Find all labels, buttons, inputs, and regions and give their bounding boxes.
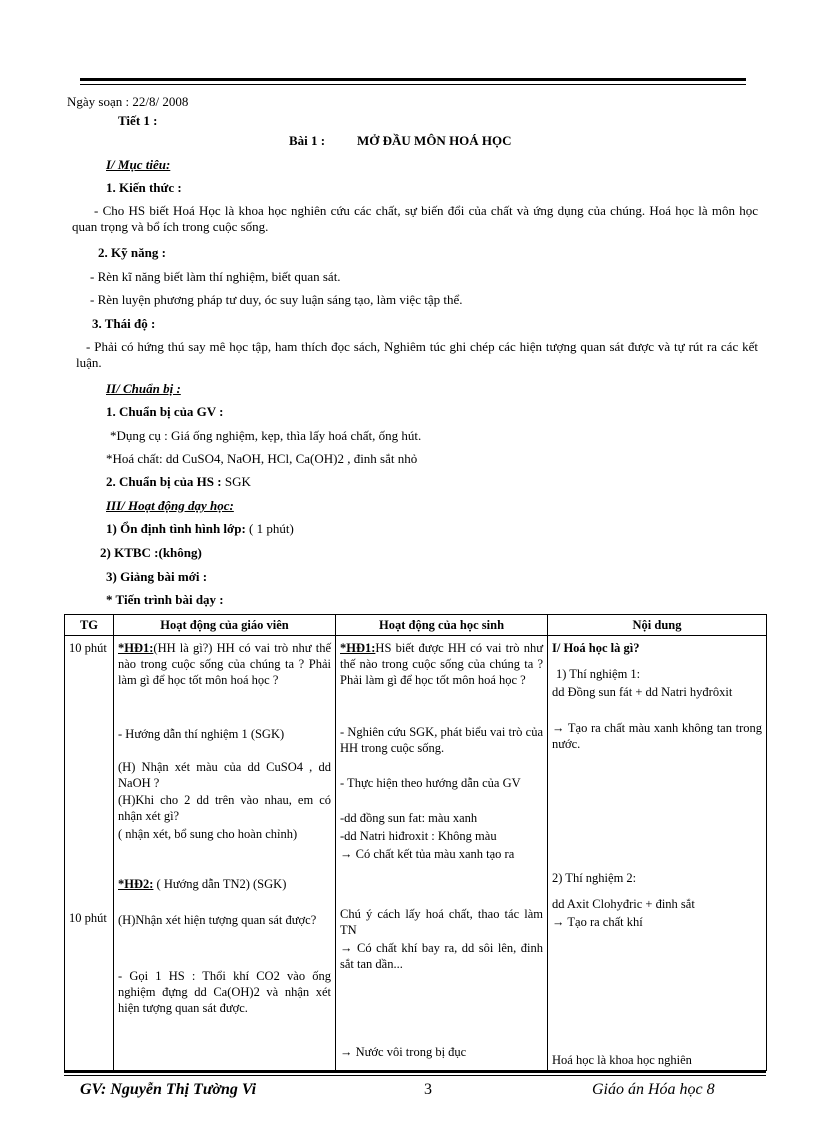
content-exp1: 1) Thí nghiệm 1: <box>556 667 641 681</box>
teacher-cell <box>114 636 336 1071</box>
student-hd1 <box>340 640 543 688</box>
student-hd1-text: HS biết được HH có vai trò như thế nào trong cuộc sống của chúng ta ? Phải làm gì để học tốt môn hoá học ? <box>340 641 543 687</box>
header-student: Hoạt động của học sinh <box>336 615 548 636</box>
knowledge-text: - Cho HS biết Hoá Học là khoa học nghiên cứu các chất, sự biến đổi của chất và ứng dụng của chúng. Hoá học là môn học quan trọng và bổ ích trong cuộc sống. <box>72 203 758 234</box>
student-s4: -dd Natri hiđroxit : Không màu <box>340 829 497 843</box>
student-s8: → Nước vôi trong bị đục <box>340 1045 467 1059</box>
teacher-t3: (H)Khi cho 2 dd trên vào nhau, em có nhận xét gì? <box>118 793 331 823</box>
attitude-text: - Phải có hứng thú say mê học tập, ham thích đọc sách, Nghiêm túc ghi chép các hiện tượng quan sát được và tự rút ra các kết luận. <box>76 339 758 370</box>
content-exp2-result: → Tạo ra chất khí <box>552 915 643 929</box>
skills-heading: 2. Kỹ năng : <box>98 245 166 260</box>
skill-1: - Rèn kĩ năng biết làm thí nghiệm, biết quan sát. <box>90 269 341 284</box>
teacher-hd1 <box>118 640 331 688</box>
content-exp1-result: → Tạo ra chất màu xanh không tan trong nước. <box>552 721 762 751</box>
lesson-title: MỞ ĐẦU MÔN HOÁ HỌC <box>357 133 512 148</box>
tg-2: 10 phút <box>69 911 107 925</box>
lesson-table <box>64 614 767 1071</box>
tg-1: 10 phút <box>69 641 107 655</box>
teacher-t6: - Gọi 1 HS : Thổi khí CO2 vào ống nghiệm đựng dd Ca(OH)2 và nhận xét hiện tượng quan sát được. <box>118 969 331 1015</box>
step-1-line <box>106 521 294 537</box>
header-teacher: Hoạt động của giáo viên <box>114 615 336 636</box>
date-line: Ngày soạn : 22/8/ 2008 <box>67 94 189 109</box>
teacher-hd1-text: (HH là gì?) HH có vai trò như thế nào trong cuộc sống của chúng ta ? Phải làm gì để học tốt môn hoá học ? <box>118 641 331 687</box>
header-tg: TG <box>65 615 114 636</box>
student-cell <box>336 636 548 1071</box>
student-s1: - Nghiên cứu SGK, phát biểu vai trò của HH trong cuộc sống. <box>340 725 543 755</box>
preparation-heading: II/ Chuẩn bị : <box>106 381 181 396</box>
gv-prep-heading: 1. Chuẩn bị của GV : <box>106 404 224 419</box>
student-s6: Chú ý cách lấy hoá chất, thao tác làm TN <box>340 907 543 937</box>
hs-prep-line <box>106 474 251 490</box>
footer-page-number: 3 <box>424 1081 432 1098</box>
footer-author: GV: Nguyễn Thị Tường Vi <box>80 1081 257 1098</box>
lesson-number: Bài 1 : <box>289 133 326 148</box>
period-line: Tiết 1 : <box>118 113 158 128</box>
student-s2: - Thực hiện theo hướng dẫn của GV <box>340 776 521 790</box>
student-s5: → Có chất kết tủa màu xanh tạo ra <box>340 847 515 861</box>
footer-rule-thin <box>64 1075 766 1076</box>
table-row <box>65 636 767 1071</box>
teacher-t2: (H) Nhận xét màu của dd CuSO4 , dd NaOH ? <box>118 760 331 790</box>
hs-prep-value: SGK <box>224 474 251 489</box>
top-rule-thick <box>80 78 746 81</box>
header-content: Nội dung <box>548 615 767 636</box>
step-1-value: ( 1 phút) <box>249 521 294 536</box>
step-1-label: 1) Ổn định tình hình lớp: <box>106 521 246 536</box>
tg-cell <box>65 636 114 1071</box>
content-exp2-text: dd Axit Clohyđric + đinh sắt <box>552 897 695 911</box>
student-s3: -dd đồng sun fat: màu xanh <box>340 811 478 825</box>
student-s7: → Có chất khí bay ra, dd sôi lên, đinh sắt tan dần... <box>340 941 543 971</box>
content-cell <box>548 636 767 1071</box>
content-last: Hoá học là khoa học nghiên <box>552 1053 692 1067</box>
table-header-row <box>65 615 767 636</box>
teacher-t1: - Hướng dẫn thí nghiệm 1 (SGK) <box>118 727 285 741</box>
attitude-heading: 3. Thái độ : <box>92 316 156 331</box>
teacher-hd2 <box>118 876 331 892</box>
hs-prep-heading: 2. Chuẩn bị của HS : <box>106 474 222 489</box>
chemicals-line: *Hoá chất: dd CuSO4, NaOH, HCl, Ca(OH)2 , đinh sắt nhỏ <box>106 451 418 466</box>
content-heading: I/ Hoá học là gì? <box>552 641 640 655</box>
activities-heading: III/ Hoạt động dạy học: <box>106 498 234 513</box>
step-3-line: 3) Giảng bài mới : <box>106 569 208 584</box>
step-2-line: 2) KTBC :(không) <box>100 545 202 560</box>
teacher-t5: (H)Nhận xét hiện tượng quan sát được? <box>118 913 317 927</box>
teacher-hd1-label: *HĐ1: <box>118 641 154 655</box>
skill-2: - Rèn luyện phương pháp tư duy, óc suy luận sáng tạo, làm việc tập thể. <box>90 292 463 307</box>
student-hd1-label: *HĐ1: <box>340 641 376 655</box>
teacher-hd2-label: *HĐ2: <box>118 877 154 891</box>
progress-line: * Tiến trình bài dạy : <box>106 592 224 607</box>
footer-rule-thick <box>64 1071 766 1073</box>
footer-subject: Giáo án Hóa học 8 <box>592 1081 715 1098</box>
tools-line: *Dụng cụ : Giá ống nghiệm, kẹp, thìa lấy hoá chất, ống hút. <box>110 428 422 443</box>
top-rule-thin <box>80 84 746 85</box>
knowledge-heading: 1. Kiến thức : <box>106 180 182 195</box>
teacher-t4: ( nhận xét, bổ sung cho hoàn chỉnh) <box>118 827 298 841</box>
teacher-hd2-text: ( Hướng dẫn TN2) (SGK) <box>156 877 287 891</box>
content-exp1-text: dd Đồng sun fát + dd Natri hyđrôxit <box>552 685 733 699</box>
content-exp2: 2) Thí nghiệm 2: <box>552 871 637 885</box>
objectives-heading: I/ Mục tiêu: <box>106 157 171 172</box>
